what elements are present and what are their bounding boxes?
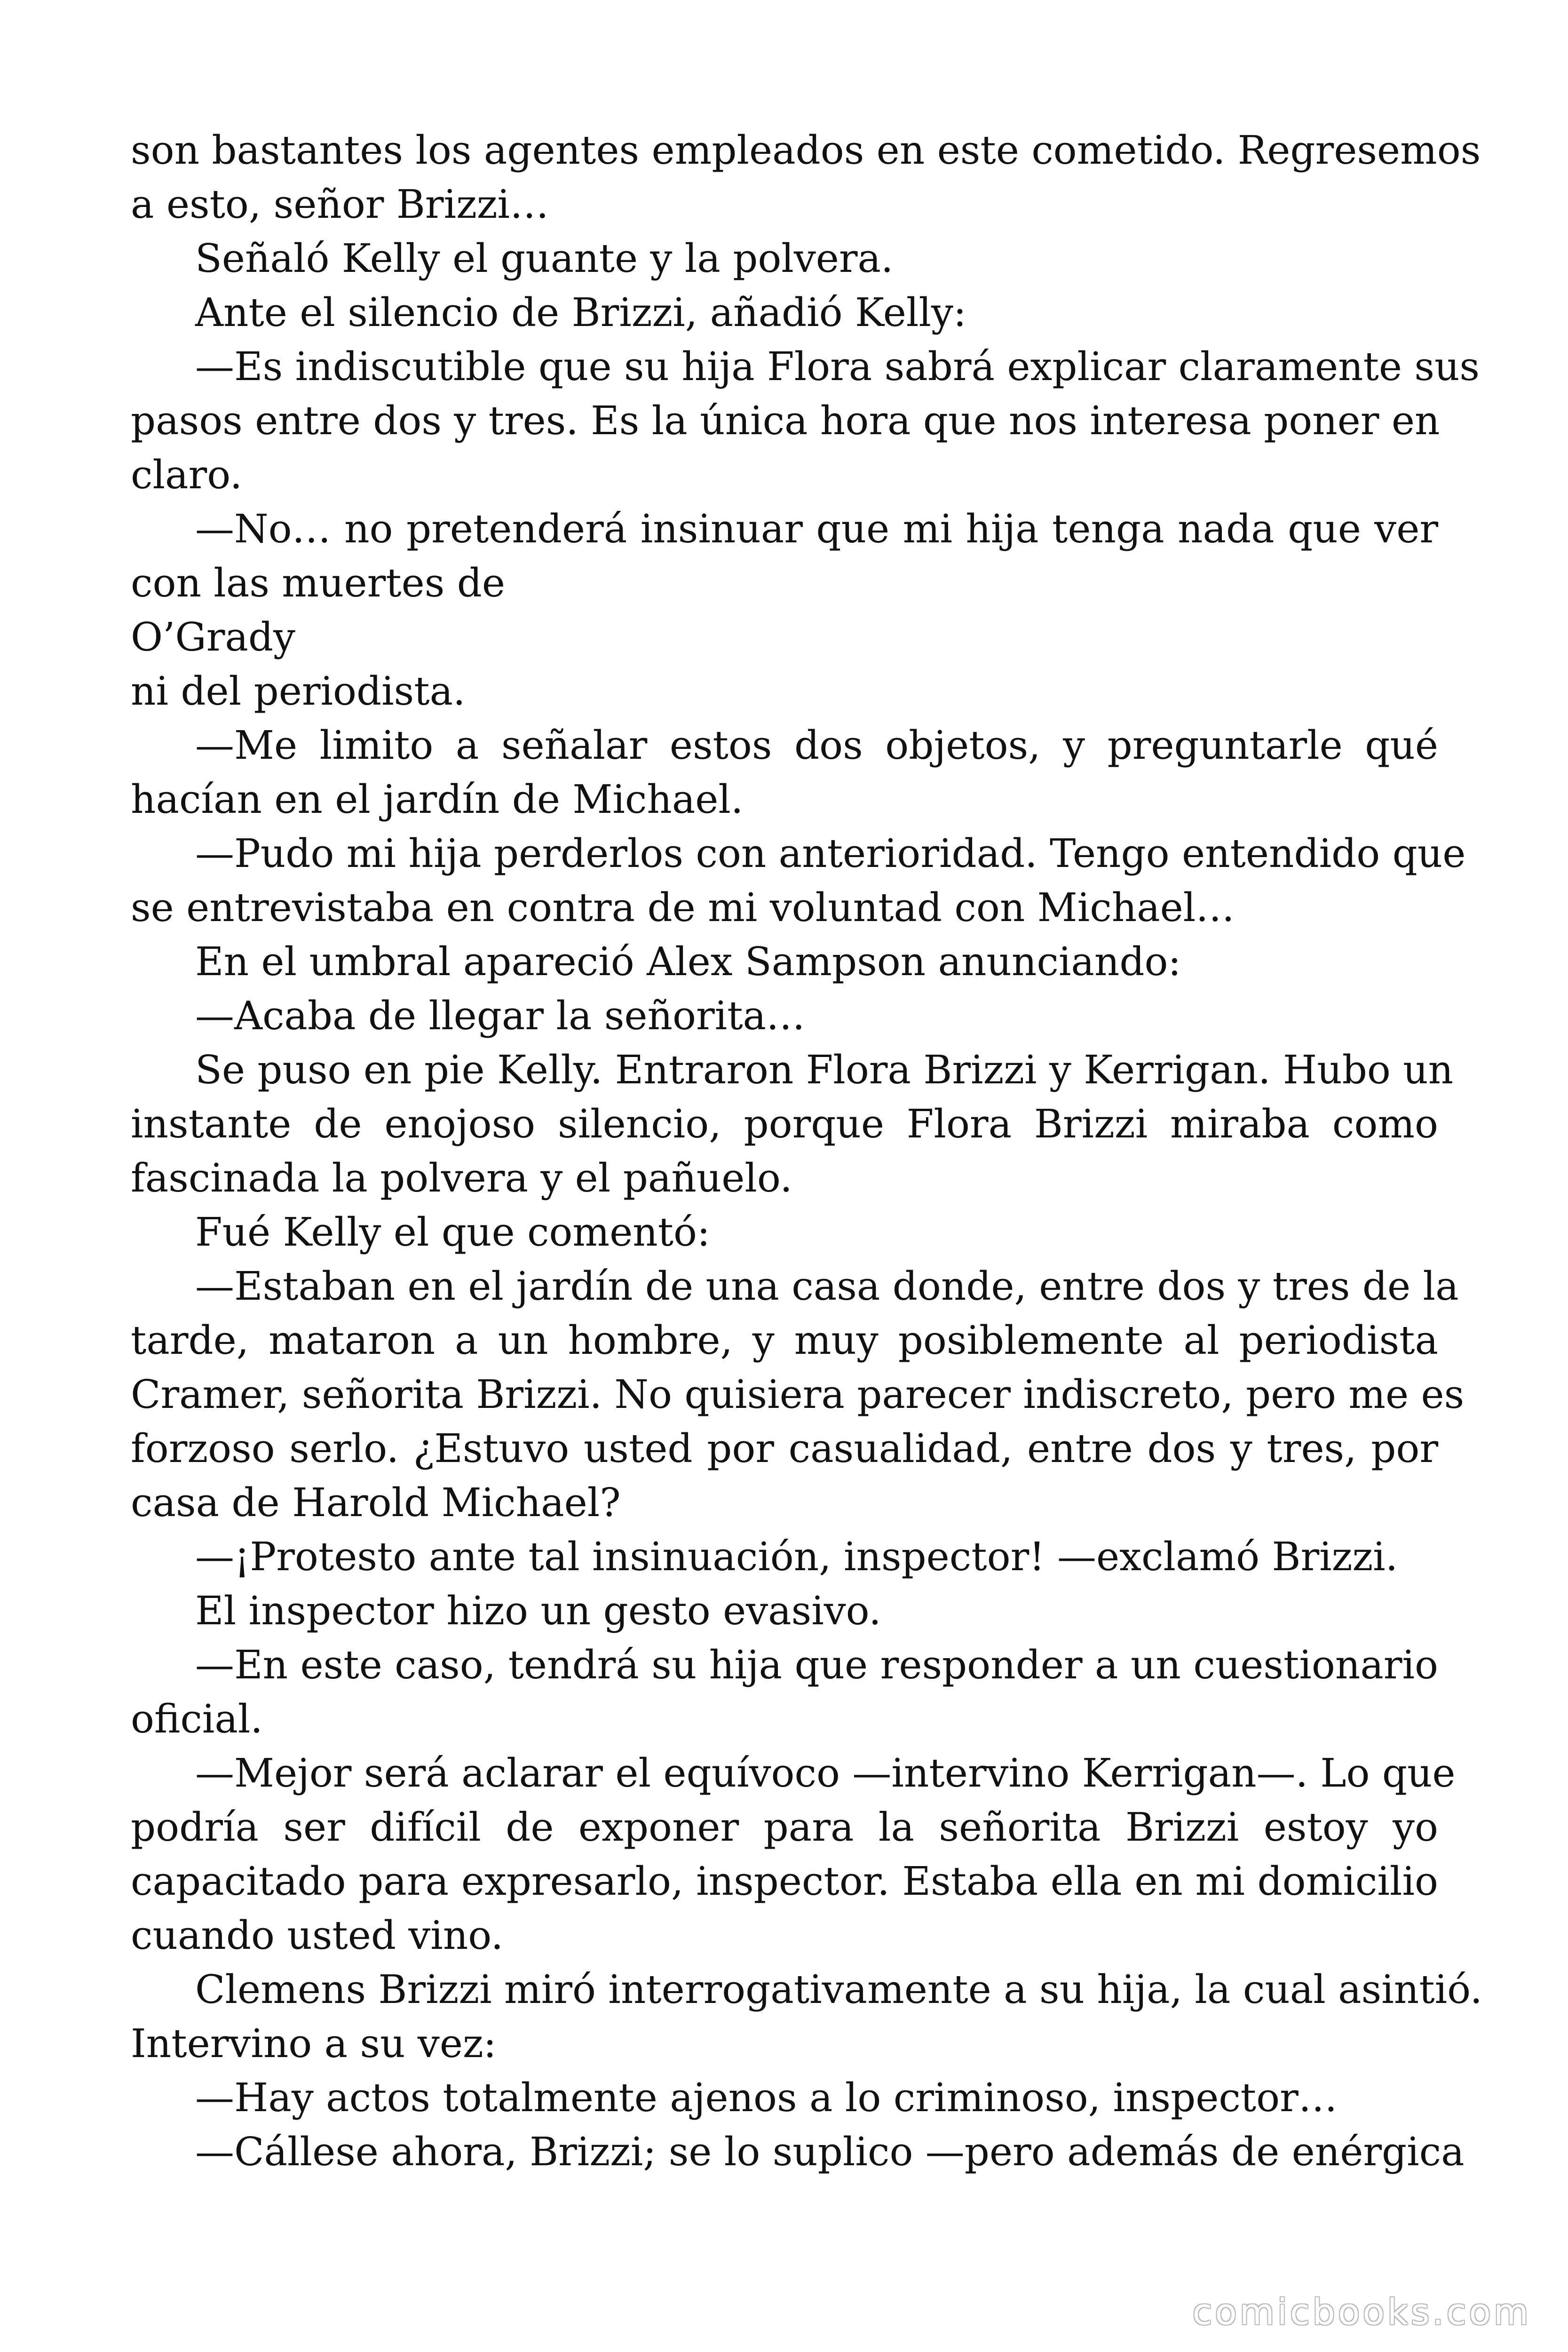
text-line: fascinada la polvera y el pañuelo. (131, 1155, 792, 1201)
text-line: cuando usted vino. (131, 1913, 504, 1958)
text-line: podría ser difícil de exponer para la señorita Brizzi estoy yo (131, 1804, 1438, 1850)
text-line: —Hay actos totalmente ajenos a lo criminoso, inspector… (195, 2075, 1338, 2121)
text-line: a esto, señor Brizzi… (131, 182, 549, 227)
text-line: —Me limito a señalar estos dos objetos, y preguntarle qué (195, 723, 1438, 768)
text-line: hacían en el jardín de Michael. (131, 777, 744, 822)
text-line: Clemens Brizzi miró interrogativamente a su hija, la cual asintió. (195, 1967, 1483, 2012)
text-line: oficial. (131, 1696, 263, 1742)
text-line: claro. (131, 452, 243, 498)
text-line: —Acaba de llegar la señorita… (195, 993, 806, 1039)
text-line: capacitado para expresarlo, inspector. Estaba ella en mi domicilio (131, 1859, 1438, 1904)
text-line: con las muertes de (131, 560, 505, 606)
text-line: ni del periodista. (131, 668, 466, 714)
text-line: Se puso en pie Kelly. Entraron Flora Brizzi y Kerrigan. Hubo un (195, 1047, 1454, 1093)
book-page-text (131, 123, 1483, 2179)
text-line: instante de enojoso silencio, porque Flora Brizzi miraba como (131, 1101, 1438, 1147)
text-line: En el umbral apareció Alex Sampson anunciando: (195, 939, 1181, 985)
text-line: forzoso serlo. ¿Estuvo usted por casualidad, entre dos y tres, por (131, 1426, 1438, 1471)
text-line: —No… no pretenderá insinuar que mi hija tenga nada que ver (195, 506, 1438, 552)
text-line: son bastantes los agentes empleados en este cometido. Regresemos (131, 127, 1481, 173)
text-line: —Estaban en el jardín de una casa donde, entre dos y tres de la (195, 1263, 1459, 1309)
text-line: Cramer, señorita Brizzi. No quisiera parecer indiscreto, pero me es (131, 1372, 1465, 1417)
text-line: —Cállese ahora, Brizzi; se lo suplico —pero además de enérgica (195, 2129, 1465, 2175)
text-line: —Mejor será aclarar el equívoco —intervino Kerrigan—. Lo que (195, 1750, 1456, 1796)
text-line: El inspector hizo un gesto evasivo. (195, 1588, 881, 1634)
watermark: comicbooks.com (1192, 2291, 1531, 2333)
text-line: Señaló Kelly el guante y la polvera. (195, 236, 894, 281)
text-line: Fué Kelly el que comentó: (195, 1209, 710, 1255)
text-line: —Pudo mi hija perderlos con anterioridad. Tengo entendido que (195, 831, 1466, 876)
text-line: Intervino a su vez: (131, 2021, 497, 2066)
text-line: —Es indiscutible que su hija Flora sabrá explicar claramente sus (195, 344, 1480, 389)
text-line: O’Grady (131, 614, 295, 660)
text-line: —En este caso, tendrá su hija que responder a un cuestionario (195, 1642, 1438, 1688)
text-line: tarde, mataron a un hombre, y muy posiblemente al periodista (131, 1318, 1438, 1363)
text-line: casa de Harold Michael? (131, 1480, 621, 1526)
text-line: se entrevistaba en contra de mi voluntad con Michael… (131, 885, 1235, 930)
text-line: —¡Protesto ante tal insinuación, inspector! —exclamó Brizzi. (195, 1534, 1398, 1580)
text-line: Ante el silencio de Brizzi, añadió Kelly: (195, 290, 966, 335)
text-line: pasos entre dos y tres. Es la única hora que nos interesa poner en (131, 398, 1440, 444)
